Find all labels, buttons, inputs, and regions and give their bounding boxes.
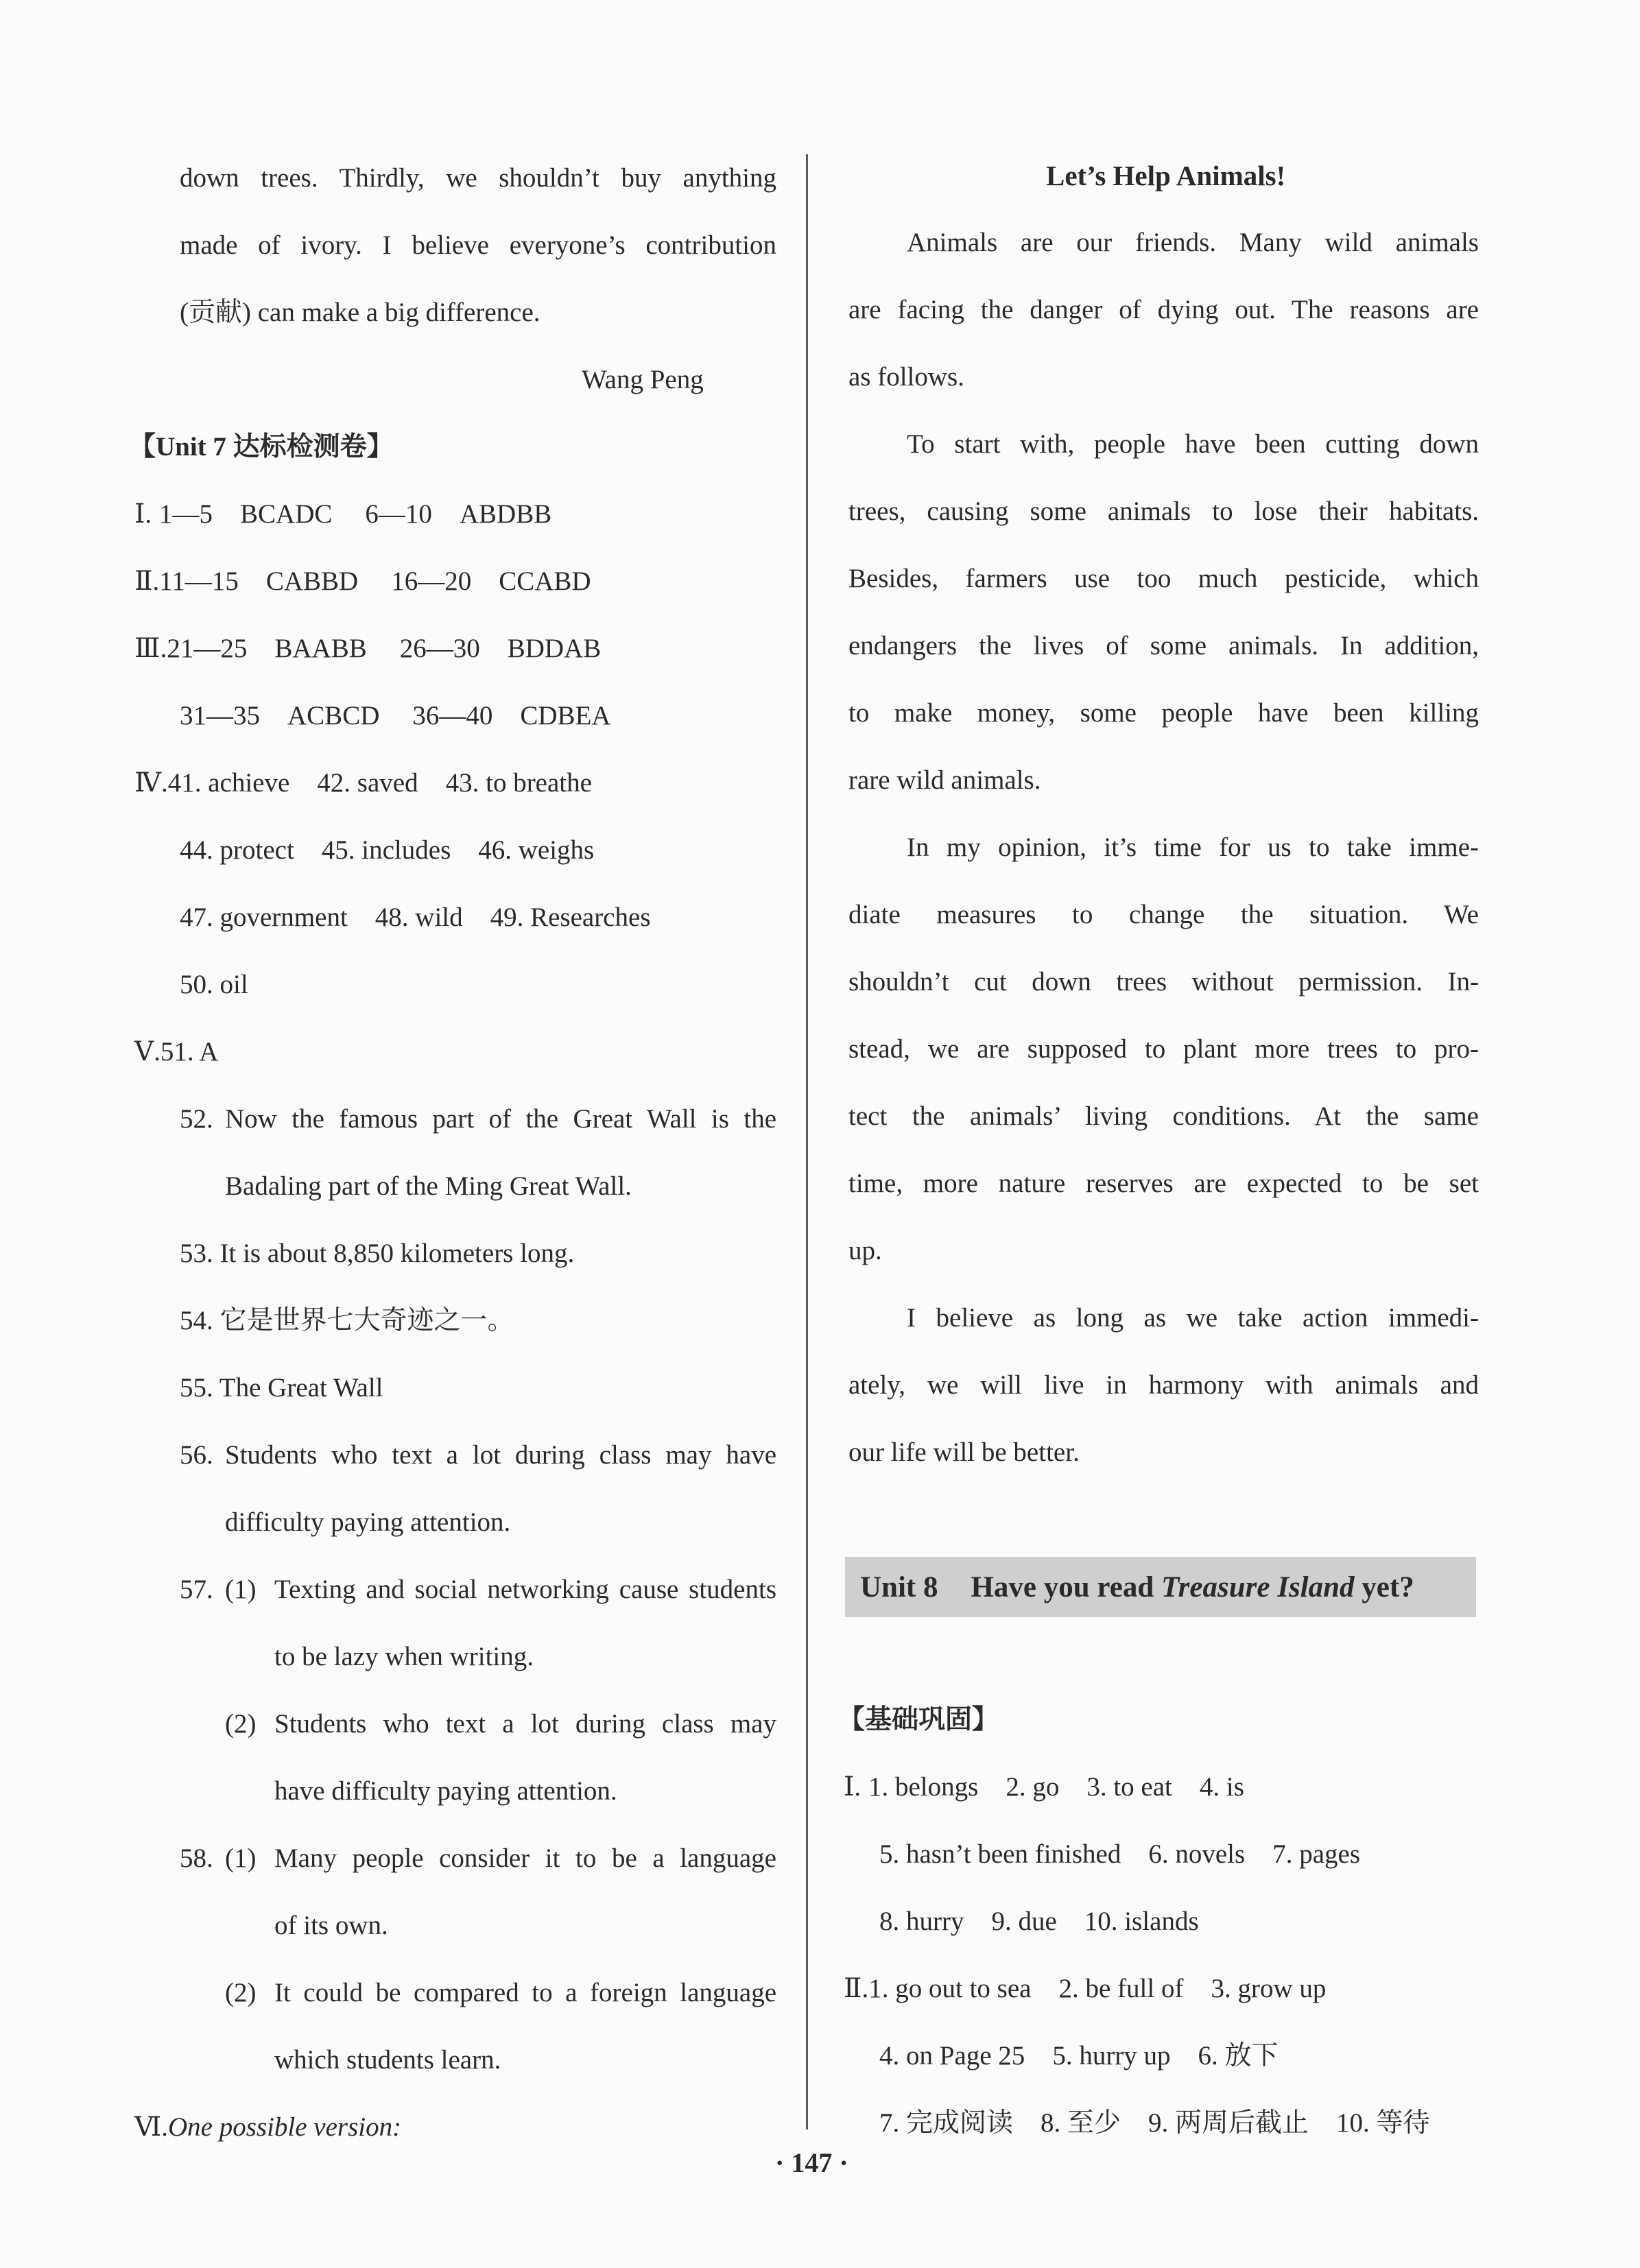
roman-numeral: Ⅲ. — [134, 634, 167, 663]
page-number: · 147 · — [775, 2147, 848, 2178]
essay-line: I believe as long as we take action immedi- — [907, 1303, 1479, 1333]
answer-52-num: 52. — [180, 1104, 213, 1134]
answer-57-2-line: have difficulty paying attention. — [274, 1776, 617, 1806]
unit8-banner — [845, 1557, 1476, 1617]
essay-line: endangers the lives of some animals. In addition, — [848, 631, 1479, 660]
answer-row-4d: 50. oil — [180, 970, 248, 999]
answer-57-2-tag: (2) — [225, 1709, 257, 1739]
answer-56-line: difficulty paying attention. — [225, 1507, 511, 1537]
essay-line: ately, we will live in harmony with animals and — [848, 1370, 1479, 1400]
essay-line: to make money, some people have been killing — [848, 698, 1479, 728]
essay-line: To start with, people have been cutting down — [907, 429, 1479, 459]
answer-row-1: Ⅰ. 1—5 BCADC 6—10 ABDBB — [134, 499, 552, 529]
unit8-title-post: yet? — [1362, 1571, 1414, 1603]
letter-line: (贡献) can make a big difference. — [180, 298, 540, 327]
essay-line: as follows. — [848, 362, 964, 392]
answer-57-1-line: to be lazy when writing. — [274, 1642, 534, 1671]
essay-line: Besides, farmers use too much pesticide, which — [848, 564, 1479, 593]
answer-56-line: Students who text a lot during class may have — [225, 1440, 776, 1470]
answer-row-5: Ⅴ.51. A — [134, 1037, 219, 1066]
essay-line: trees, causing some animals to lose their habitats. — [848, 497, 1479, 526]
unit8-title-pre: Have you read — [971, 1571, 1154, 1603]
essay-line: are facing the danger of dying out. The reasons are — [848, 295, 1479, 324]
answer-58-num: 58. — [180, 1843, 213, 1873]
answer-58-2-line: It could be compared to a foreign language — [274, 1978, 776, 2007]
unit8-book-title: Treasure Island — [1161, 1571, 1355, 1603]
essay-line: In my opinion, it’s time for us to take imme- — [907, 833, 1479, 862]
answer-58-2-line: which students learn. — [274, 2045, 501, 2075]
answer-58-1-line: of its own. — [274, 1911, 388, 1940]
essay-line: Animals are our friends. Many wild animals — [907, 228, 1479, 257]
answer-row-3: Ⅲ.21—25 BAABB 26—30 BDDAB — [134, 634, 602, 663]
essay-line: stead, we are supposed to plant more trees to pro- — [848, 1034, 1479, 1064]
essay-line: up. — [848, 1236, 882, 1265]
essay-title: Let’s Help Animals! — [1046, 160, 1286, 191]
basics-heading: 【基础巩固】 — [838, 1705, 999, 1734]
answer-row-6: Ⅵ.One possible version: — [134, 2112, 402, 2142]
answer-52-line: Badaling part of the Ming Great Wall. — [225, 1171, 632, 1201]
answer-56-num: 56. — [180, 1440, 213, 1470]
letter-signature: Wang Peng — [582, 365, 704, 394]
essay-line: rare wild animals. — [848, 765, 1041, 795]
answer-55: 55. The Great Wall — [180, 1373, 383, 1402]
answer-54: 54. 它是世界七大奇迹之一。 — [180, 1306, 514, 1335]
basics-row-1: Ⅰ. 1. belongs 2. go 3. to eat 4. is — [844, 1772, 1244, 1802]
basics-row-2b: 4. on Page 25 5. hurry up 6. 放下 — [879, 2041, 1279, 2070]
answer-row-3b: 31—35 ACBCD 36—40 CDBEA — [180, 701, 611, 730]
basics-row-1c: 8. hurry 9. due 10. islands — [879, 1907, 1199, 1936]
roman-numeral: Ⅰ. — [844, 1772, 861, 1802]
answer-57-2-line: Students who text a lot during class may — [274, 1709, 776, 1739]
answer-row-2: Ⅱ.11—15 CABBD 16—20 CCABD — [134, 566, 591, 596]
letter-line: down trees. Thirdly, we shouldn’t buy anything — [180, 163, 776, 193]
essay-line: time, more nature reserves are expected to be set — [848, 1169, 1479, 1198]
answer-58-1-line: Many people consider it to be a language — [274, 1843, 776, 1873]
roman-numeral: Ⅱ. — [134, 566, 160, 596]
answer-53: 53. It is about 8,850 kilometers long. — [180, 1239, 575, 1268]
essay-line: our life will be better. — [848, 1437, 1080, 1467]
roman-numeral: Ⅰ. — [134, 499, 152, 529]
basics-row-2: Ⅱ.1. go out to sea 2. be full of 3. grow up — [844, 1974, 1327, 2003]
answer-57-1-line: Texting and social networking cause students — [274, 1575, 776, 1604]
basics-row-1b: 5. hasn’t been finished 6. novels 7. pages — [879, 1839, 1361, 1869]
unit8-label: Unit 8 — [860, 1571, 938, 1603]
answer-row-4: Ⅳ.41. achieve 42. saved 43. to breathe — [134, 768, 592, 798]
answer-57-1-tag: (1) — [225, 1575, 257, 1604]
roman-numeral: Ⅳ. — [134, 768, 168, 798]
essay-line: shouldn’t cut down trees without permission. In- — [848, 967, 1479, 996]
answer-52-line: Now the famous part of the Great Wall is the — [225, 1104, 776, 1134]
answer-58-2-tag: (2) — [225, 1978, 257, 2007]
unit7-heading: 【Unit 7 达标检测卷】 — [129, 432, 394, 462]
roman-numeral: Ⅴ. — [134, 1037, 161, 1066]
column-divider — [806, 154, 808, 2129]
roman-numeral: Ⅱ. — [844, 1974, 869, 2003]
roman-numeral: Ⅵ. — [134, 2112, 168, 2142]
letter-line: made of ivory. I believe everyone’s contribution — [180, 230, 776, 260]
answer-57-num: 57. — [180, 1575, 213, 1604]
essay-line: diate measures to change the situation. We — [848, 900, 1479, 929]
essay-line: tect the animals’ living conditions. At the same — [848, 1101, 1479, 1131]
basics-row-2c: 7. 完成阅读 8. 至少 9. 两周后截止 10. 等待 — [879, 2108, 1430, 2138]
answer-row-4c: 47. government 48. wild 49. Researches — [180, 903, 651, 932]
answer-58-1-tag: (1) — [225, 1843, 257, 1873]
answer-row-4b: 44. protect 45. includes 46. weighs — [180, 835, 595, 865]
